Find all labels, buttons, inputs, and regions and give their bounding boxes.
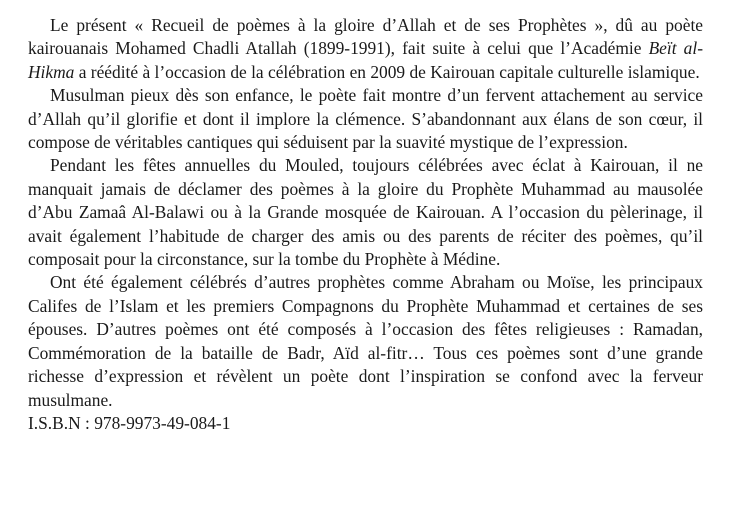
paragraph-intro-text-end: a réédité à l’occasion de la célébration en 2009 de Kairouan capitale culturelle islamique. xyxy=(74,61,700,82)
paragraph-mouled: Pendant les fêtes annuelles du Mouled, toujours célébrées avec éclat à Kairouan, il ne manquait jamais de déclamer des poèmes à la gloire du Prophète Muhammad au mausolée d’Abu Zamaâ Al-Balawi ou à la Grande mosquée de Kairouan. A l’occasion du pèlerinage, il avait également l’habitude de charger des amis ou des parents de réciter des poèmes, qu’il composait pour la circonstance, sur la tombe du Prophète à Médine. xyxy=(28,155,703,270)
paragraph-intro xyxy=(28,14,703,84)
academy-name: Beït al-Hikma xyxy=(28,38,703,82)
document-page xyxy=(28,14,703,435)
isbn-line: I.S.B.N : 978-9973-49-084-1 xyxy=(28,412,231,433)
paragraph-intro-text: Le présent « Recueil de poèmes à la gloire d’Allah et de ses Prophètes », dû au poète kairouanais Mohamed Chadli Atallah (1899-1991), fait suite à celui que l’Académie xyxy=(28,15,703,59)
paragraph-prophets: Ont été également célébrés d’autres prophètes comme Abraham ou Moïse, les principaux Califes de l’Islam et les premiers Compagnons du Prophète Muhammad et certaines de ses épouses. D’autres poèmes ont été composés à l’occasion des fêtes religieuses : Ramadan, Commémoration de la bataille de Badr, Aïd al-fitr… Tous ces poèmes sont d’une grande richesse d’expression et révèlent un poète dont l’inspiration se confond avec la ferveur musulmane. xyxy=(28,272,703,410)
paragraph-piety: Musulman pieux dès son enfance, le poète fait montre d’un fervent attachement au service d’Allah qu’il glorifie et dont il implore la clémence. S’abandonnant aux élans de son cœur, il compose de véritables cantiques qui séduisent par la suavité mystique de l’expression. xyxy=(28,85,703,153)
